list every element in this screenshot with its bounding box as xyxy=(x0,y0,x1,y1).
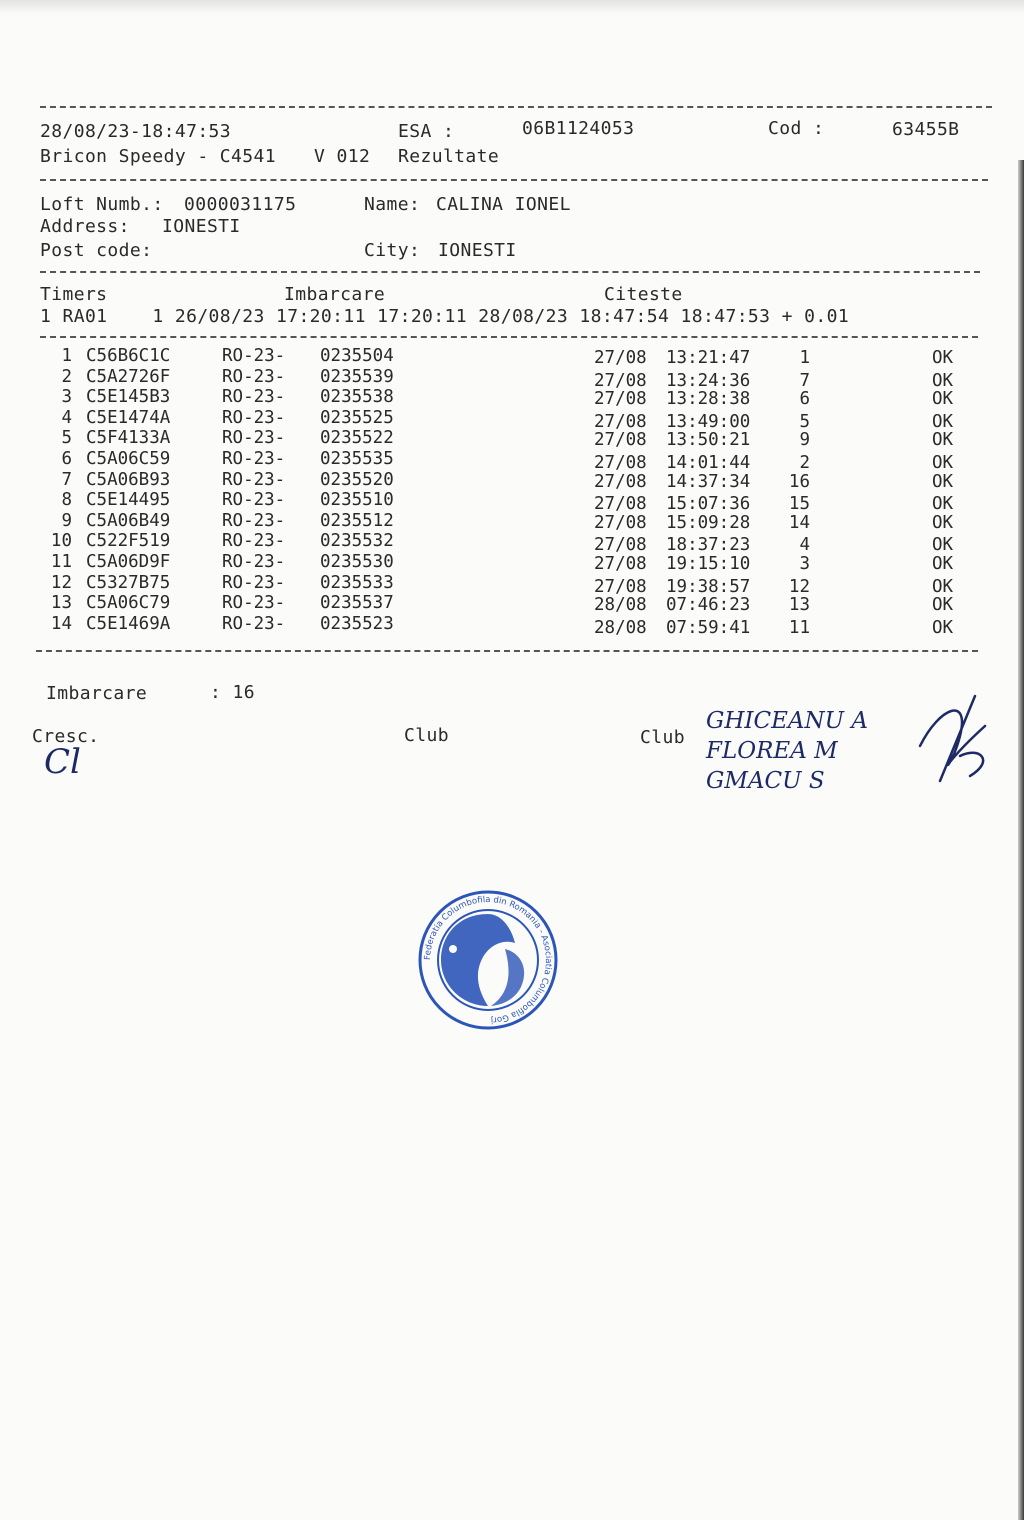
device-name: Bricon Speedy - C4541 xyxy=(40,146,276,167)
signature-flourish xyxy=(900,686,1010,796)
result-date: 27/08 xyxy=(594,453,647,473)
footer-imbarcare-label: Imbarcare xyxy=(46,683,148,704)
result-ring: 0235510 xyxy=(320,490,394,511)
result-chip: C5F4133A xyxy=(86,428,171,449)
result-ord: 12 xyxy=(788,576,810,597)
result-n: 11 xyxy=(50,552,72,572)
club-stamp xyxy=(417,889,559,1031)
result-ring: 0235504 xyxy=(320,346,394,366)
stamp-ring-text: Federatia Columbofila din Romania - Asociatia Columbofila Gorj xyxy=(422,894,554,1025)
owner-name: CALINA IONEL xyxy=(436,194,571,215)
footer-imbarcare-count: : 16 xyxy=(210,682,255,703)
result-date: 27/08 xyxy=(594,348,647,368)
club-signature-line-1: GHICEANU A xyxy=(706,708,868,734)
result-prefix: RO-23- xyxy=(222,469,286,490)
separator-timers xyxy=(40,336,978,338)
result-ord: 7 xyxy=(799,370,810,391)
result-chip: C5A06B93 xyxy=(86,469,171,490)
result-chip: C56B6C1C xyxy=(86,346,171,366)
loft-label: Loft Numb.: xyxy=(40,194,164,215)
result-n: 1 xyxy=(61,346,72,366)
loft-number: 0000031175 xyxy=(184,194,297,215)
result-ord: 14 xyxy=(788,512,810,533)
result-row xyxy=(0,387,1024,408)
result-row xyxy=(0,552,1024,573)
result-n: 12 xyxy=(50,572,72,593)
result-time: 13:24:36 xyxy=(666,370,751,391)
result-ord: 11 xyxy=(788,617,810,638)
result-row xyxy=(0,346,1024,367)
club-signature-line-3: GMACU S xyxy=(706,768,825,794)
result-time: 14:37:34 xyxy=(666,471,751,492)
result-date: 27/08 xyxy=(594,471,647,492)
result-ord: 15 xyxy=(788,494,810,515)
result-chip: C5327B75 xyxy=(86,572,171,593)
club-signature-line-2: FLOREA M xyxy=(706,738,838,764)
result-time: 19:38:57 xyxy=(666,576,751,597)
separator-owner xyxy=(40,271,980,273)
result-time: 19:15:10 xyxy=(666,554,751,574)
result-ord: 5 xyxy=(799,411,810,432)
club-label-1: Club xyxy=(404,725,449,746)
result-prefix: RO-23- xyxy=(222,428,286,449)
result-n: 2 xyxy=(61,366,72,387)
result-status: OK xyxy=(932,370,954,391)
result-ord: 9 xyxy=(799,430,810,451)
result-status: OK xyxy=(932,535,954,556)
result-n: 6 xyxy=(61,449,72,469)
result-chip: C5E145B3 xyxy=(86,387,171,408)
result-ring: 0235538 xyxy=(320,387,394,408)
result-chip: C5A06B49 xyxy=(86,510,171,531)
result-chip: C5E1474A xyxy=(86,407,171,428)
result-ring: 0235533 xyxy=(320,572,394,593)
result-time: 07:46:23 xyxy=(666,595,751,616)
device-version: V 012 xyxy=(314,146,371,167)
result-n: 5 xyxy=(61,428,72,449)
result-time: 13:28:38 xyxy=(666,389,751,410)
name-label: Name: xyxy=(364,194,421,215)
result-n: 8 xyxy=(61,490,72,511)
result-status: OK xyxy=(932,494,954,515)
result-time: 14:01:44 xyxy=(666,453,751,473)
separator-results xyxy=(36,650,978,652)
result-ord: 13 xyxy=(788,595,810,616)
result-prefix: RO-23- xyxy=(222,531,286,552)
result-date: 27/08 xyxy=(594,576,647,597)
result-date: 27/08 xyxy=(594,389,647,410)
result-row xyxy=(0,613,1024,638)
club-label-2: Club xyxy=(640,727,685,748)
result-ring: 0235537 xyxy=(320,593,394,614)
result-chip: C5E1469A xyxy=(86,613,171,634)
result-ring: 0235539 xyxy=(320,366,394,387)
result-status: OK xyxy=(932,617,954,638)
result-row xyxy=(0,407,1024,432)
cod-label: Cod : xyxy=(768,118,825,139)
result-ring: 0235530 xyxy=(320,552,394,572)
imbarcare-header: Imbarcare xyxy=(284,284,386,305)
result-status: OK xyxy=(932,554,954,574)
result-status: OK xyxy=(932,595,954,616)
result-time: 07:59:41 xyxy=(666,617,751,638)
result-chip: C5A06C59 xyxy=(86,449,171,469)
result-date: 27/08 xyxy=(594,370,647,391)
result-prefix: RO-23- xyxy=(222,490,286,511)
postcode-label: Post code: xyxy=(40,240,153,261)
report-title: Rezultate xyxy=(398,146,500,167)
result-n: 7 xyxy=(61,469,72,490)
result-n: 10 xyxy=(50,531,72,552)
cod-value: 63455B xyxy=(892,119,960,140)
result-row xyxy=(0,490,1024,515)
timers-label: Timers xyxy=(40,284,108,305)
result-time: 18:37:23 xyxy=(666,535,751,556)
timer-line: 1 RA01 1 26/08/23 17:20:11 17:20:11 28/08/23 18:47:54 18:47:53 + 0.01 xyxy=(40,306,850,327)
result-prefix: RO-23- xyxy=(222,593,286,614)
result-n: 4 xyxy=(61,407,72,428)
result-date: 27/08 xyxy=(594,535,647,556)
result-n: 14 xyxy=(50,613,72,634)
result-time: 13:49:00 xyxy=(666,411,751,432)
result-ring: 0235525 xyxy=(320,407,394,428)
result-row xyxy=(0,428,1024,449)
result-date: 27/08 xyxy=(594,411,647,432)
result-ord: 4 xyxy=(799,535,810,556)
result-ring: 0235535 xyxy=(320,449,394,469)
result-date: 28/08 xyxy=(594,595,647,616)
result-chip: C5E14495 xyxy=(86,490,171,511)
result-status: OK xyxy=(932,512,954,533)
print-datetime: 28/08/23-18:47:53 xyxy=(40,121,232,142)
esa-value: 06B1124053 xyxy=(522,118,635,139)
esa-label: ESA : xyxy=(398,121,455,142)
city-label: City: xyxy=(364,240,421,261)
result-chip: C5A06D9F xyxy=(86,552,171,572)
result-time: 13:50:21 xyxy=(666,430,751,451)
result-status: OK xyxy=(932,471,954,492)
result-prefix: RO-23- xyxy=(222,613,286,634)
result-ord: 2 xyxy=(799,453,810,473)
result-status: OK xyxy=(932,411,954,432)
result-date: 27/08 xyxy=(594,430,647,451)
result-prefix: RO-23- xyxy=(222,407,286,428)
result-status: OK xyxy=(932,389,954,410)
result-time: 15:07:36 xyxy=(666,494,751,515)
result-chip: C5A06C79 xyxy=(86,593,171,614)
result-date: 27/08 xyxy=(594,554,647,574)
result-prefix: RO-23- xyxy=(222,449,286,469)
result-row xyxy=(0,511,1024,532)
city-value: IONESTI xyxy=(438,240,517,261)
address-value: IONESTI xyxy=(162,216,241,237)
result-ring: 0235512 xyxy=(320,510,394,531)
address-label: Address: xyxy=(40,216,130,237)
result-row xyxy=(0,572,1024,597)
result-ord: 6 xyxy=(799,389,810,410)
citeste-header: Citeste xyxy=(604,284,683,305)
result-prefix: RO-23- xyxy=(222,346,286,366)
result-status: OK xyxy=(932,453,954,473)
result-n: 9 xyxy=(61,510,72,531)
result-chip: C5A2726F xyxy=(86,366,171,387)
result-row xyxy=(0,531,1024,556)
result-date: 27/08 xyxy=(594,512,647,533)
result-ring: 0235520 xyxy=(320,469,394,490)
page-top-shadow xyxy=(0,0,1024,14)
result-n: 3 xyxy=(61,387,72,408)
result-date: 28/08 xyxy=(594,617,647,638)
result-time: 13:21:47 xyxy=(666,348,751,368)
result-prefix: RO-23- xyxy=(222,552,286,572)
result-row xyxy=(0,593,1024,614)
result-time: 15:09:28 xyxy=(666,512,751,533)
result-status: OK xyxy=(932,348,954,368)
result-prefix: RO-23- xyxy=(222,510,286,531)
result-ring: 0235523 xyxy=(320,613,394,634)
result-n: 13 xyxy=(50,593,72,614)
result-ring: 0235532 xyxy=(320,531,394,552)
result-ring: 0235522 xyxy=(320,428,394,449)
result-ord: 1 xyxy=(799,348,810,368)
result-chip: C522F519 xyxy=(86,531,171,552)
result-date: 27/08 xyxy=(594,494,647,515)
result-row xyxy=(0,449,1024,473)
result-ord: 16 xyxy=(788,471,810,492)
separator-top xyxy=(40,106,992,108)
result-prefix: RO-23- xyxy=(222,366,286,387)
separator-header xyxy=(40,179,988,181)
result-row xyxy=(0,366,1024,391)
result-status: OK xyxy=(932,430,954,451)
breeder-signature: Cl xyxy=(44,742,81,782)
result-prefix: RO-23- xyxy=(222,572,286,593)
breeder-label: Cresc. xyxy=(32,726,100,747)
result-prefix: RO-23- xyxy=(222,387,286,408)
result-ord: 3 xyxy=(799,554,810,574)
result-row xyxy=(0,470,1024,491)
result-status: OK xyxy=(932,576,954,597)
